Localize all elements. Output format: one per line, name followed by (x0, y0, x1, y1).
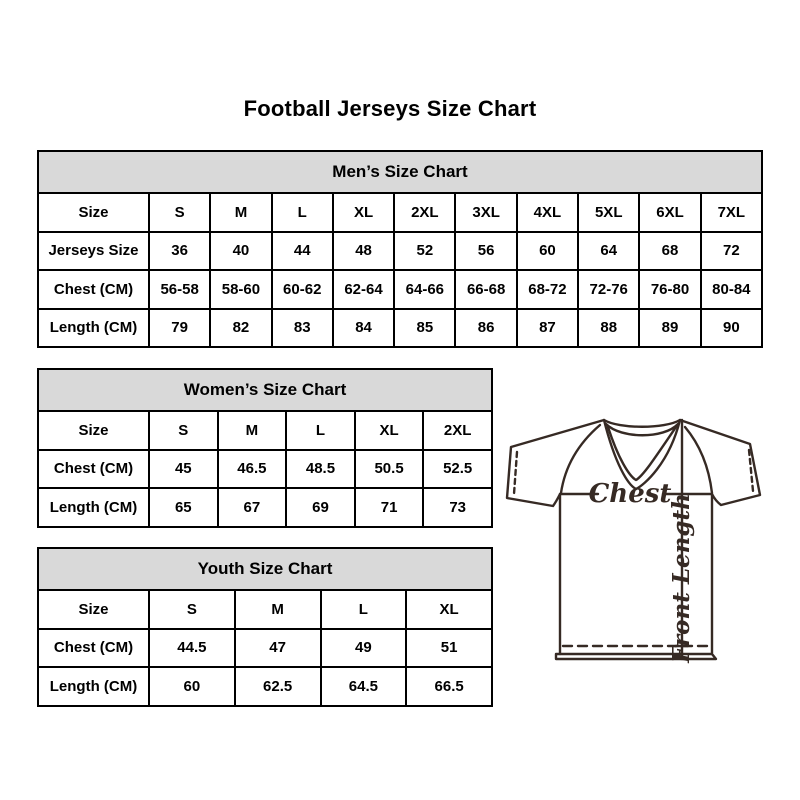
row-label: Size (38, 590, 149, 629)
row-label: Size (38, 193, 149, 232)
table-cell: XL (355, 411, 424, 450)
table-cell: S (149, 193, 210, 232)
table-cell: 45 (149, 450, 218, 489)
table-cell: 48.5 (286, 450, 355, 489)
table-row (38, 667, 492, 706)
table-cell: 88 (578, 309, 639, 348)
page-title: Football Jerseys Size Chart (243, 96, 537, 121)
table-cell: 76-80 (639, 270, 700, 309)
table-row (38, 629, 492, 668)
table-section-header-row (38, 548, 492, 590)
table-cell: XL (406, 590, 492, 629)
table-cell: 49 (321, 629, 407, 668)
table-cell: 68-72 (517, 270, 578, 309)
table-cell: L (272, 193, 333, 232)
row-label: Chest (CM) (38, 270, 149, 309)
table-row (38, 450, 492, 489)
row-label: Chest (CM) (38, 450, 149, 489)
table-cell: 3XL (455, 193, 516, 232)
table-cell: 83 (272, 309, 333, 348)
table-row (38, 590, 492, 629)
table-cell: 2XL (394, 193, 455, 232)
table-cell: 72-76 (578, 270, 639, 309)
table-cell: 86 (455, 309, 516, 348)
row-label: Length (CM) (38, 488, 149, 527)
table-section-header-row (38, 369, 492, 411)
table-cell: 87 (517, 309, 578, 348)
table-row (38, 232, 762, 271)
table-cell: 65 (149, 488, 218, 527)
jersey-measurement-diagram (503, 406, 767, 668)
table-cell: 66-68 (455, 270, 516, 309)
table-cell: 62-64 (333, 270, 394, 309)
jersey-illustration (503, 406, 767, 668)
youth-size-table (37, 547, 493, 707)
jersey-collar-arc-outer (604, 420, 680, 427)
table-cell: M (218, 411, 287, 450)
table-cell: 64-66 (394, 270, 455, 309)
table-row (38, 270, 762, 309)
table-row (38, 193, 762, 232)
table-cell: 56-58 (149, 270, 210, 309)
table-cell: 64 (578, 232, 639, 271)
jersey-body-outline (507, 420, 760, 659)
row-label: Chest (CM) (38, 629, 149, 668)
table-cell: 80-84 (701, 270, 762, 309)
table-cell: 67 (218, 488, 287, 527)
table-cell: 85 (394, 309, 455, 348)
table-cell: 6XL (639, 193, 700, 232)
table-cell: 56 (455, 232, 516, 271)
table-cell: 7XL (701, 193, 762, 232)
table-cell: 82 (210, 309, 271, 348)
table-cell: 69 (286, 488, 355, 527)
table-cell: 60 (517, 232, 578, 271)
table-cell: 4XL (517, 193, 578, 232)
table-cell: 79 (149, 309, 210, 348)
table-cell: 62.5 (235, 667, 321, 706)
table-section-title: Men’s Size Chart (38, 151, 762, 193)
table-cell: 52.5 (423, 450, 492, 489)
table-cell: 73 (423, 488, 492, 527)
table-cell: L (321, 590, 407, 629)
table-section-header-row (38, 151, 762, 193)
table-cell: 44 (272, 232, 333, 271)
table-cell: 68 (639, 232, 700, 271)
table-section-title: Youth Size Chart (38, 548, 492, 590)
table-cell: 72 (701, 232, 762, 271)
table-cell: XL (333, 193, 394, 232)
womens-size-table (37, 368, 493, 528)
table-cell: S (149, 411, 218, 450)
table-cell: 5XL (578, 193, 639, 232)
table-cell: 47 (235, 629, 321, 668)
table-cell: 84 (333, 309, 394, 348)
table-cell: 66.5 (406, 667, 492, 706)
table-cell: 60 (149, 667, 235, 706)
table-cell: 2XL (423, 411, 492, 450)
jersey-right-armhole-seam (685, 427, 712, 493)
table-cell: 52 (394, 232, 455, 271)
table-cell: 58-60 (210, 270, 271, 309)
row-label: Length (CM) (38, 667, 149, 706)
table-cell: 90 (701, 309, 762, 348)
table-cell: 71 (355, 488, 424, 527)
table-cell: 60-62 (272, 270, 333, 309)
table-cell: M (235, 590, 321, 629)
chest-label: Chest (588, 479, 672, 509)
table-cell: 48 (333, 232, 394, 271)
row-label: Size (38, 411, 149, 450)
table-cell: M (210, 193, 271, 232)
table-cell: L (286, 411, 355, 450)
table-cell: S (149, 590, 235, 629)
table-cell: 46.5 (218, 450, 287, 489)
table-cell: 36 (149, 232, 210, 271)
row-label: Jerseys Size (38, 232, 149, 271)
table-row (38, 309, 762, 348)
mens-size-table (37, 150, 763, 348)
table-cell: 89 (639, 309, 700, 348)
table-row (38, 411, 492, 450)
front-length-label: Front Length (668, 493, 695, 663)
table-cell: 40 (210, 232, 271, 271)
table-cell: 64.5 (321, 667, 407, 706)
table-cell: 50.5 (355, 450, 424, 489)
table-cell: 44.5 (149, 629, 235, 668)
table-row (38, 488, 492, 527)
table-section-title: Women’s Size Chart (38, 369, 492, 411)
table-cell: 51 (406, 629, 492, 668)
row-label: Length (CM) (38, 309, 149, 348)
jersey-left-cuff-stitch (514, 452, 517, 494)
